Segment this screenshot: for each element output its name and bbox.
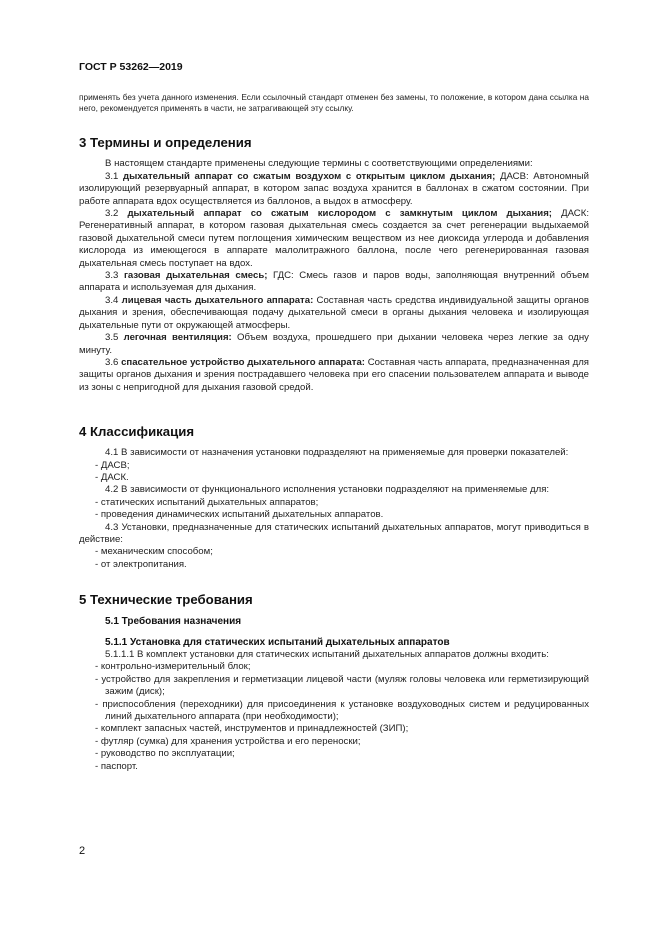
term-3-5: 3.5 легочная вентиляция: Объем воздуха, прошедшего при дыхании человека через легкие за одну минуту. bbox=[79, 332, 589, 356]
term-3-1-title: дыхательный аппарат со сжатым воздухом с открытым циклом дыхания; bbox=[123, 170, 496, 182]
term-3-4-definition: Составная часть средства индивидуальной защиты органов дыхания и зрения, обеспечивающая подачу дыхательной смеси в органы дыхания человека и изолирующая дыхательные пути от окружающей атмосферы. bbox=[79, 294, 589, 331]
clause-4-3: 4.3 Установки, предназначенные для статических испытаний дыхательных аппаратов, могут приводиться в действие: bbox=[79, 521, 589, 545]
list-item: - контрольно-измерительный блок; bbox=[95, 661, 251, 673]
list-item: - проведения динамических испытаний дыхательных аппаратов. bbox=[95, 509, 384, 521]
list-item: - паспорт. bbox=[95, 760, 138, 772]
subsection-5-1-1-heading: 5.1.1 Установка для статических испытаний дыхательных аппаратов bbox=[105, 636, 450, 648]
page-number: 2 bbox=[79, 845, 86, 857]
list-item: - механическим способом; bbox=[95, 546, 213, 558]
term-3-6: 3.6 спасательное устройство дыхательного аппарата: Составная часть аппарата, предназначенная для защиты органов дыхания и зрения пострадавшего человека при его спасении пользователем аппарата и выводе из зоны с непригодной для дыхания газовой средой. bbox=[79, 356, 589, 393]
document-header: ГОСТ Р 53262—2019 bbox=[79, 61, 183, 73]
section-5-heading: 5 Технические требования bbox=[79, 592, 253, 608]
term-3-4: 3.4 лицевая часть дыхательного аппарата: Составная часть средства индивидуальной защиты органов дыхания и зрения, обеспечивающая подачу дыхательной смеси в органы дыхания человека и изолирующая дыхательные пути от окружающей атмосферы. bbox=[79, 294, 589, 331]
list-item: - статических испытаний дыхательных аппаратов; bbox=[95, 496, 319, 508]
clause-4-2: 4.2 В зависимости от функционального исполнения установки подразделяют на применяемые для: bbox=[105, 484, 550, 496]
section-3-heading: 3 Термины и определения bbox=[79, 135, 252, 151]
list-item: - руководство по эксплуатации; bbox=[95, 748, 235, 760]
list-item: - устройство для закрепления и герметизации лицевой части (муляж головы человека или герметизирующий зажим (диск); bbox=[95, 673, 589, 698]
term-3-2-definition: ДАСК: Регенеративный аппарат, в котором газовая дыхательная смесь создается за счет регенерации выдыхаемой газовой дыхательной смеси путем поглощения химическим веществом из нее диоксида углерода и добавления кислорода из имеющегося в аппарате малолитражного баллона, после чего регенерированная газовая дыхательная смесь поступает на вдох. bbox=[79, 208, 589, 269]
term-3-6-title: спасательное устройство дыхательного аппарата: bbox=[121, 356, 365, 368]
list-item: - ДАСК. bbox=[95, 471, 129, 483]
section-4-heading: 4 Классификация bbox=[79, 424, 195, 440]
term-3-2: 3.2 дыхательный аппарат со сжатым кислородом с замкнутым циклом дыхания; ДАСК: Регенеративный аппарат, в котором газовая дыхательная смесь создается за счет регенерации выдыхаемой газовой дыхательной смеси путем поглощения химическим веществом из нее диоксида углерода и добавления кислорода из имеющегося в аппарате малолитражного баллона, после чего регенерированная газовая дыхательная смесь поступает на вдох. bbox=[79, 208, 589, 269]
list-item: - приспособления (переходники) для присоединения к установке воздуховодных систем и редуцированных линий дыхательного аппарата (при необходимости); bbox=[95, 698, 589, 723]
subsection-5-1-heading: 5.1 Требования назначения bbox=[105, 616, 242, 628]
intro-paragraph: применять без учета данного изменения. Если ссылочный стандарт отменен без замены, то положение, в котором дана ссылка на него, рекомендуется применять в части, не затрагивающей эту ссылку. bbox=[79, 92, 589, 114]
document-body bbox=[79, 92, 589, 773]
term-3-2-title: дыхательный аппарат со сжатым кислородом с замкнутым циклом дыхания; bbox=[127, 208, 552, 220]
list-item: - от электропитания. bbox=[95, 558, 187, 570]
term-3-1: 3.1 дыхательный аппарат со сжатым воздухом с открытым циклом дыхания; ДАСВ: Автономный изолирующий резервуарный аппарат, в котором запас воздуха хранится в баллонах в сжатом состоянии. При работе аппарата вдох осуществляется из баллонов, а выдох в атмосферу. bbox=[79, 170, 589, 207]
clause-5-1-1-1: 5.1.1.1 В комплект установки для статических испытаний дыхательных аппаратов должны входить: bbox=[105, 649, 549, 660]
term-3-5-title: легочная вентиляция: bbox=[123, 332, 232, 344]
list-item: - футляр (сумка) для хранения устройства и его переноски; bbox=[95, 735, 361, 747]
list-item: - комплект запасных частей, инструментов и принадлежностей (ЗИП); bbox=[95, 723, 409, 735]
list-item: - ДАСВ; bbox=[95, 459, 130, 471]
term-3-1-definition: ДАСВ: Автономный изолирующий резервуарный аппарат, в котором запас воздуха хранится в баллонах в сжатом состоянии. При работе аппарата вдох осуществляется из баллонов, а выдох в атмосферу. bbox=[79, 170, 589, 207]
term-3-5-definition: Объем воздуха, прошедшего при дыхании человека через легкие за одну минуту. bbox=[79, 332, 589, 356]
term-3-6-definition: Составная часть аппарата, предназначенная для защиты органов дыхания и зрения пострадавшего человека при его спасении пользователем аппарата и выводе из зоны с непригодной для дыхания газовой средой. bbox=[79, 356, 589, 393]
term-3-3-title: газовая дыхательная смесь; bbox=[123, 270, 268, 282]
term-3-4-title: лицевая часть дыхательного аппарата: bbox=[121, 294, 314, 306]
term-3-3-definition: ГДС: Смесь газов и паров воды, заполняющая внутренний объем аппарата и используемая для дыхания. bbox=[79, 270, 590, 294]
clause-4-1: 4.1 В зависимости от назначения установки подразделяют на применяемые для проверки показателей: bbox=[105, 447, 569, 459]
term-3-3: 3.3 газовая дыхательная смесь; ГДС: Смесь газов и паров воды, заполняющая внутренний объем аппарата и используемая для дыхания. bbox=[79, 270, 590, 294]
section-3-lead: В настоящем стандарте применены следующие термины с соответствующими определениями: bbox=[105, 158, 533, 170]
